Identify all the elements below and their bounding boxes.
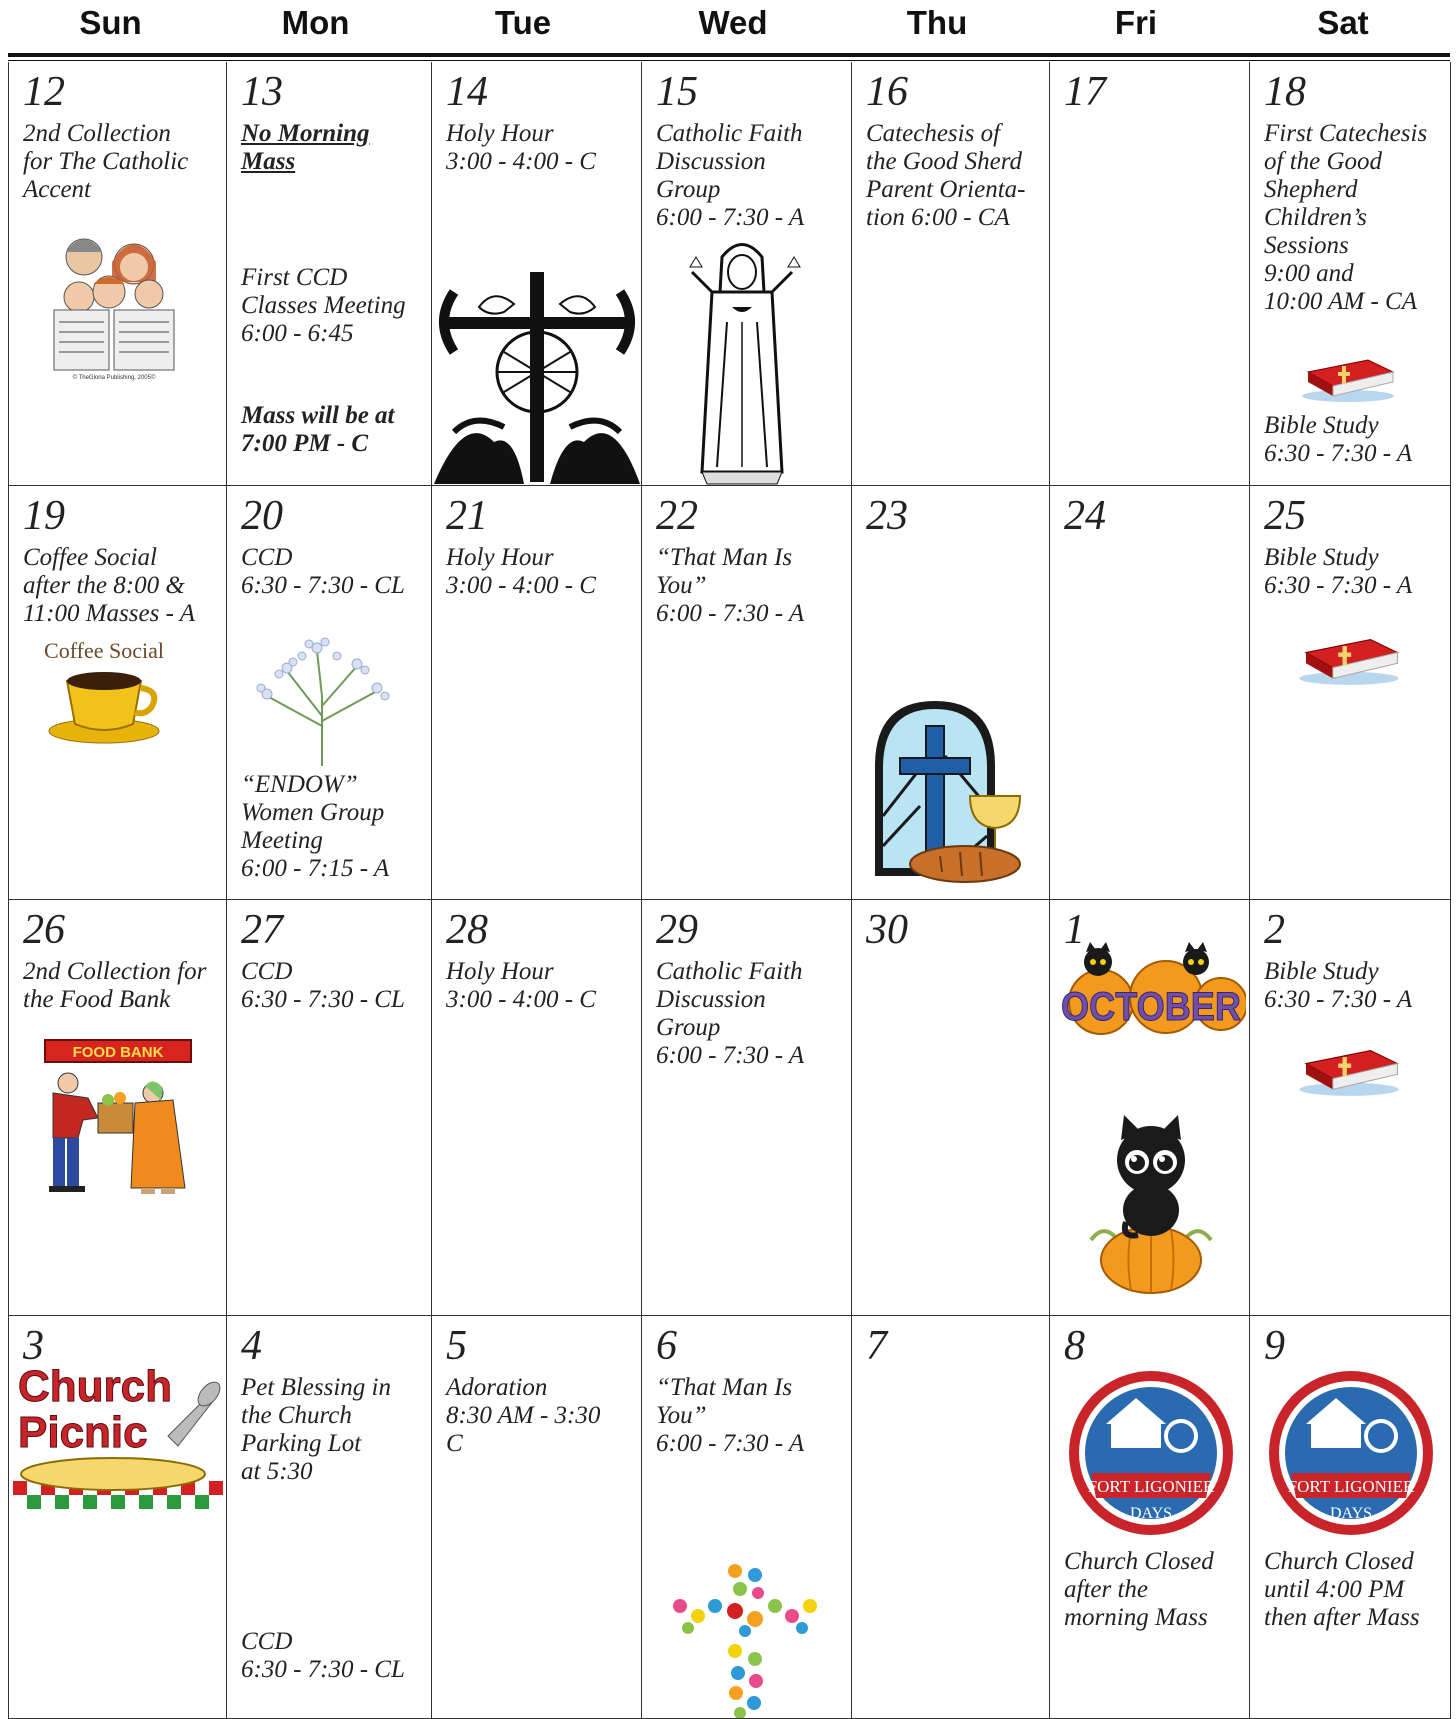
- day-cell-30[interactable]: [852, 900, 1050, 1316]
- red-bible-icon: [1294, 1042, 1404, 1098]
- red-bible-icon: [1294, 631, 1404, 687]
- day-cell-23[interactable]: [852, 486, 1050, 900]
- day-number: 2: [1264, 907, 1285, 953]
- october-pumpkins-cats-illustration: [1056, 942, 1246, 1042]
- event-text: CCD 6:30 - 7:30 - CL: [241, 544, 405, 599]
- coffee-cup-icon: [39, 636, 169, 746]
- day-cell-2[interactable]: [1250, 900, 1451, 1316]
- event-text: Bible Study 6:30 - 7:30 - A: [1264, 958, 1413, 1013]
- day-number: 27: [241, 907, 283, 953]
- day-cell-12[interactable]: [8, 62, 227, 486]
- day-number: 3: [23, 1323, 44, 1369]
- day-number: 22: [656, 493, 698, 539]
- event-text: Catholic Faith Discussion Group 6:00 - 7:30 - A: [656, 958, 805, 1069]
- day-cell-19[interactable]: [8, 486, 227, 900]
- family-newspaper-illustration: [39, 222, 189, 382]
- day-cell-24[interactable]: [1050, 486, 1250, 900]
- day-cell-17[interactable]: [1050, 62, 1250, 486]
- day-number: 5: [446, 1323, 467, 1369]
- event-text: 2nd Collection for the Food Bank: [23, 958, 207, 1013]
- day-cell-20[interactable]: [227, 486, 432, 900]
- event-text-no-mass: No Morning Mass: [241, 120, 370, 175]
- day-number: 24: [1064, 493, 1106, 539]
- day-number: 21: [446, 493, 488, 539]
- event-text: Bible Study 6:30 - 7:30 - A: [1264, 544, 1413, 599]
- svg-text:FORT LIGONIER: FORT LIGONIER: [1087, 1477, 1215, 1496]
- event-text: Church Closed after the morning Mass: [1064, 1548, 1214, 1631]
- header-rule: [8, 53, 1450, 57]
- day-number: 30: [866, 907, 908, 953]
- day-number: 19: [23, 493, 65, 539]
- event-text: First CCD Classes Meeting 6:00 - 6:45: [241, 264, 406, 347]
- day-cell-5[interactable]: [432, 1316, 642, 1719]
- babys-breath-flower-illustration: [247, 626, 397, 766]
- event-text: “ENDOW” Women Group Meeting 6:00 - 7:15 - A: [241, 771, 390, 882]
- day-cell-26[interactable]: [8, 900, 227, 1316]
- event-text: Holy Hour 3:00 - 4:00 - C: [446, 120, 596, 175]
- svg-text:DAYS: DAYS: [1329, 1505, 1373, 1522]
- event-text: Pet Blessing in the Church Parking Lot at 5:30: [241, 1374, 391, 1485]
- fort-ligonier-days-logo: [1066, 1368, 1236, 1538]
- day-cell-6[interactable]: [642, 1316, 852, 1719]
- event-text: Bible Study 6:30 - 7:30 - A: [1264, 412, 1413, 467]
- event-text: Holy Hour 3:00 - 4:00 - C: [446, 958, 596, 1013]
- svg-text:© TheGloria Publishing, 2005©: © TheGloria Publishing, 2005©: [72, 375, 156, 381]
- day-cell-14[interactable]: [432, 62, 642, 486]
- event-text: “That Man Is You” 6:00 - 7:30 - A: [656, 544, 805, 627]
- day-cell-4[interactable]: [227, 1316, 432, 1719]
- food-bank-illustration: [23, 1038, 203, 1198]
- event-text: “That Man Is You” 6:00 - 7:30 - A: [656, 1374, 805, 1457]
- red-bible-icon: [1298, 352, 1398, 404]
- day-number: 7: [866, 1323, 887, 1369]
- day-number: 4: [241, 1323, 262, 1369]
- weekday-header: [0, 0, 1456, 58]
- weekday-tue: Tue: [494, 4, 552, 41]
- event-text: CCD 6:30 - 7:30 - CL: [241, 1628, 405, 1683]
- day-cell-27[interactable]: [227, 900, 432, 1316]
- day-number: 9: [1264, 1323, 1285, 1369]
- event-text: Adoration 8:30 AM - 3:30 C: [446, 1374, 601, 1457]
- event-text-mass-time: Mass will be at 7:00 PM - C: [241, 402, 395, 457]
- day-cell-29[interactable]: [642, 900, 852, 1316]
- day-number: 17: [1064, 69, 1106, 115]
- day-number: 1: [1064, 907, 1085, 953]
- day-number: 23: [866, 493, 908, 539]
- event-text: 2nd Collection for The Catholic Accent: [23, 120, 189, 203]
- day-cell-15[interactable]: [642, 62, 852, 486]
- day-number: 14: [446, 69, 488, 115]
- weekday-thu: Thu: [906, 4, 968, 41]
- event-text: CCD 6:30 - 7:30 - CL: [241, 958, 405, 1013]
- day-number: 18: [1264, 69, 1306, 115]
- day-cell-22[interactable]: [642, 486, 852, 900]
- header-rule-thin: [8, 60, 1450, 61]
- svg-text:FORT LIGONIER: FORT LIGONIER: [1287, 1477, 1415, 1496]
- weekday-fri: Fri: [1114, 4, 1158, 41]
- day-number: 15: [656, 69, 698, 115]
- saint-figure-illustration: [682, 232, 802, 486]
- event-text: Catholic Faith Discussion Group 6:00 - 7:30 - A: [656, 120, 805, 231]
- day-number: 8: [1064, 1323, 1085, 1369]
- day-cell-3[interactable]: [8, 1316, 227, 1719]
- day-number: 26: [23, 907, 65, 953]
- event-text: Holy Hour 3:00 - 4:00 - C: [446, 544, 596, 599]
- day-number: 29: [656, 907, 698, 953]
- day-number: 13: [241, 69, 283, 115]
- black-cat-pumpkin-illustration: [1076, 1110, 1226, 1295]
- calendar-grid: [8, 62, 1451, 1719]
- svg-text:ChurchPicnic: Church Picnic: [18, 1362, 172, 1458]
- day-cell-21[interactable]: [432, 486, 642, 900]
- day-cell-1[interactable]: [1050, 900, 1250, 1316]
- day-number: 28: [446, 907, 488, 953]
- day-number: 20: [241, 493, 283, 539]
- weekday-wed: Wed: [698, 4, 768, 41]
- event-text: Coffee Social after the 8:00 & 11:00 Masses - A: [23, 544, 195, 627]
- cross-with-doves-woodcut: [434, 262, 640, 484]
- day-cell-9[interactable]: [1250, 1316, 1451, 1719]
- weekday-sat: Sat: [1317, 4, 1369, 41]
- svg-text:FOOD BANK: FOOD BANK: [72, 1044, 164, 1061]
- event-text: Catechesis of the Good Sherd Parent Orienta- tion 6:00 - CA: [866, 120, 1026, 231]
- svg-text:Coffee Social: Coffee Social: [44, 638, 164, 663]
- day-cell-8[interactable]: [1050, 1316, 1250, 1719]
- weekday-sun: Sun: [79, 4, 142, 41]
- day-cell-25[interactable]: [1250, 486, 1451, 900]
- fort-ligonier-days-logo: [1266, 1368, 1436, 1538]
- day-number: 16: [866, 69, 908, 115]
- day-cell-13[interactable]: [227, 62, 432, 486]
- day-cell-18[interactable]: [1250, 62, 1451, 486]
- day-cell-7[interactable]: [852, 1316, 1050, 1719]
- day-number: 25: [1264, 493, 1306, 539]
- day-cell-28[interactable]: [432, 900, 642, 1316]
- svg-text:OCTOBER: OCTOBER: [1061, 985, 1242, 1029]
- church-picnic-illustration: [13, 1356, 223, 1516]
- event-text: First Catechesis of the Good Shepherd Children’s Sessions 9:00 and 10:00 AM - CA: [1264, 120, 1428, 315]
- day-number: 6: [656, 1323, 677, 1369]
- day-cell-16[interactable]: [852, 62, 1050, 486]
- stained-glass-eucharist-illustration: [870, 696, 1035, 886]
- svg-text:DAYS: DAYS: [1129, 1505, 1173, 1522]
- mosaic-flower-cross-illustration: [670, 1561, 820, 1719]
- event-text: Church Closed until 4:00 PM then after Mass: [1264, 1548, 1420, 1631]
- day-number: 12: [23, 69, 65, 115]
- weekday-mon: Mon: [281, 4, 350, 41]
